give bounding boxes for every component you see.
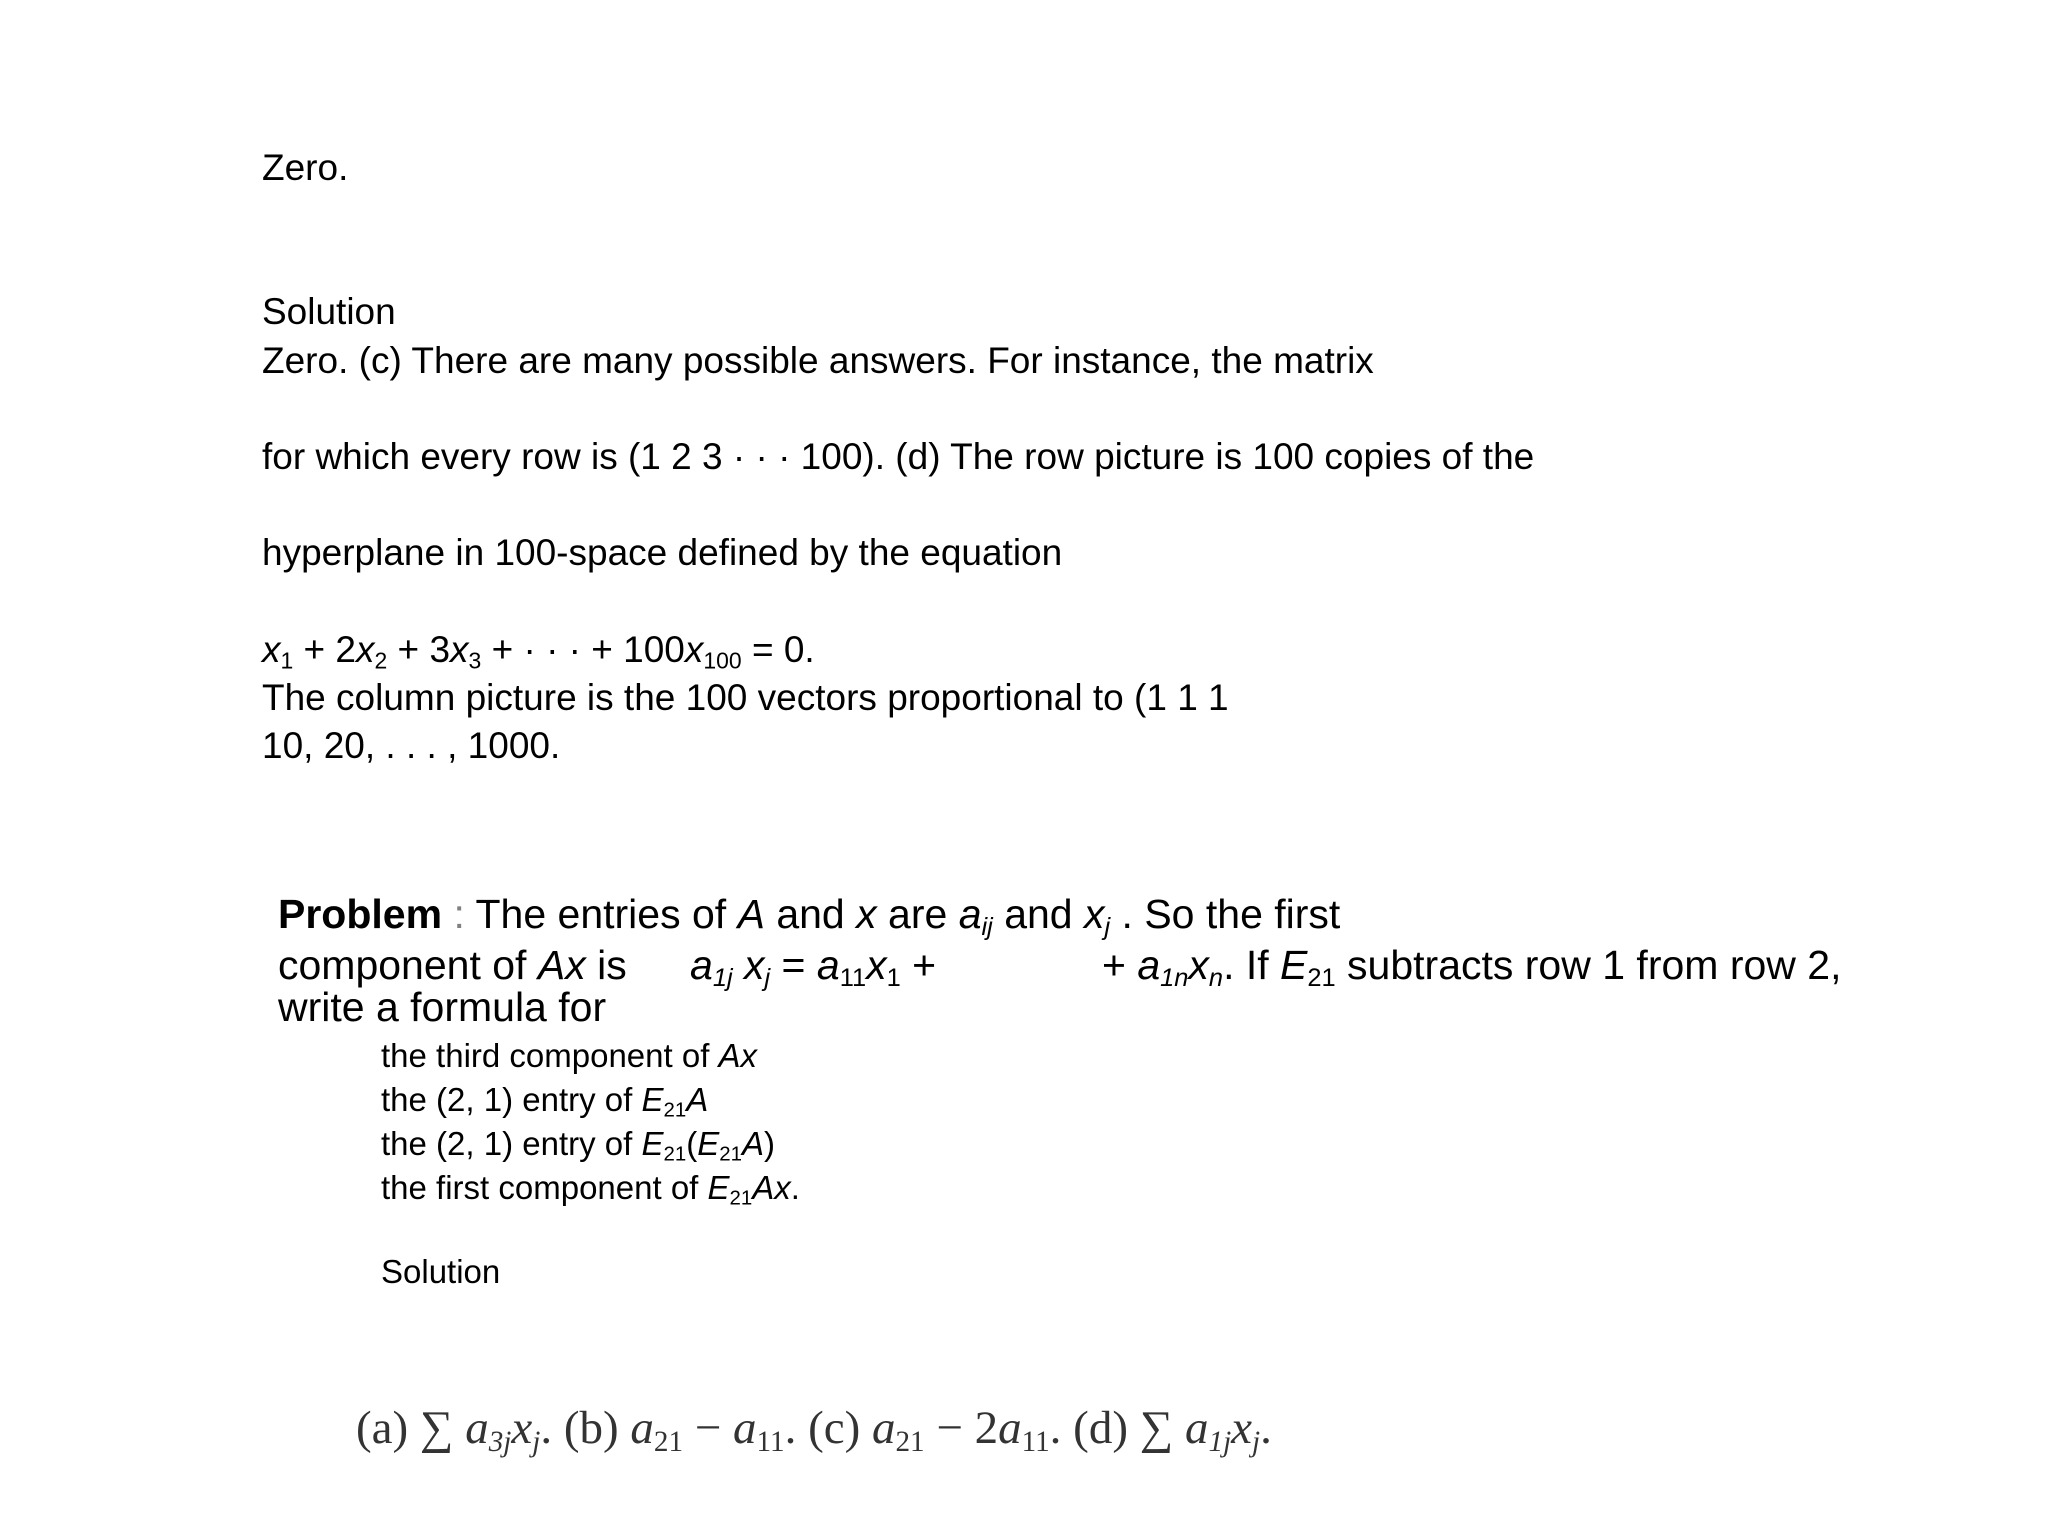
solution-line-6: 10, 20, . . . , 1000. [262, 725, 561, 766]
item-third-component: the third component of Ax [381, 1037, 758, 1074]
zero-text: Zero. [262, 147, 349, 188]
solution-heading-1: Solution [262, 291, 396, 332]
problem-statement-line-1: Problem : The entries of A and x are $a_{ij}$ and $x_j$ . So the first [278, 891, 1341, 942]
sum-symbol-2: ∑ [1139, 1402, 1174, 1454]
solution-line-3: hyperplane in 100-space defined by the equation [262, 532, 1063, 573]
item-entry-e21e21a: the (2, 1) entry of $E_{21}(E_{21}A)$ [381, 1125, 775, 1166]
sum-symbol: ∑ [419, 1402, 454, 1454]
solution-heading-2: Solution [381, 1253, 501, 1290]
problem-label: Problem [278, 891, 443, 937]
solution-line-2: for which every row is (1 2 3 · · · 100). (d) The row picture is 100 copies of the [262, 436, 1535, 477]
answer-formulas: (a) ∑ $a_{3j}x_j$. (b) $a_{21} - a_{11}$. (c) $a_{21} - 2a_{11}$. (d) ∑ $a_{1j}x_j$. [356, 1402, 1272, 1459]
first-component-formula: $a_{1j}$ $x_j = a_{11}x_1$ + [690, 942, 937, 993]
problem-statement-line-3: write a formula for [278, 984, 607, 1030]
solution-line-5: The column picture is the 100 vectors proportional to (1 1 1 [262, 677, 1229, 718]
solution-line-1: Zero. (c) There are many possible answers. For instance, the matrix [262, 340, 1374, 381]
formula-last-term: + $a_{1n}x_n$. If $E_{21}$ subtracts row 1 from row 2, [1102, 942, 1842, 993]
item-first-component-e21ax: the first component of $E_{21}Ax$. [381, 1169, 800, 1210]
problem-statement-line-2: component of Ax is [278, 942, 627, 988]
hyperplane-equation: $x_1 + 2x_2 + 3x_3$ + · · · + $100x_{100} = 0$. [262, 629, 815, 674]
item-entry-e21a: the (2, 1) entry of $E_{21}A$ [381, 1081, 709, 1122]
